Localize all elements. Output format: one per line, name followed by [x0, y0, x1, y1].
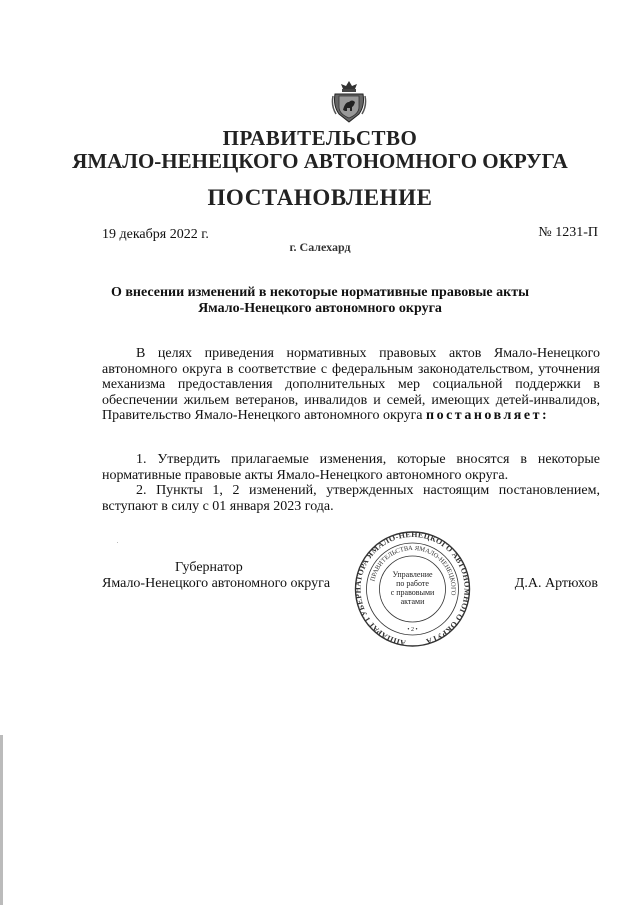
scan-edge-shadow	[0, 735, 3, 905]
signatory-organization: Ямало-Ненецкого автономного округа	[102, 576, 331, 591]
government-title: ПРАВИТЕЛЬСТВО	[222, 126, 418, 150]
signatory-title: Губернатор	[175, 560, 243, 575]
subject-line-1: О внесении изменений в некоторые нормативные правовые акты	[110, 285, 530, 300]
region-title: ЯМАЛО-НЕНЕЦКОГО АВТОНОМНОГО ОКРУГА	[72, 149, 568, 173]
stamp-inner-text: ПРАВИТЕЛЬСТВА ЯМАЛО-НЕНЕЦКОГО	[369, 544, 457, 596]
decides-word: постановляет:	[426, 408, 550, 423]
document-number: № 1231-П	[538, 225, 598, 240]
stamp-outer-text: АППАРАТ ГУБЕРНАТОРА ЯМАЛО-НЕНЕЦКОГО АВТОНОМНОГО ОКРУГА	[353, 530, 472, 648]
stamp-center-line-4: актами	[400, 597, 425, 606]
decree-item-2: 2. Пункты 1, 2 изменений, утвержденных настоящим постановлением, вступают в силу с 01 января 2023 года.	[102, 483, 600, 514]
stamp-number: • 2 •	[407, 627, 418, 633]
subject-line-2: Ямало-Ненецкого автономного округа	[198, 301, 442, 316]
preamble-text: В целях приведения нормативных правовых актов Ямало-Ненецкого автономного округа в соответствие с федеральным законодательством, уточнения механизма предоставления дополнительных мер социальной поддержки в обеспечении жильем ветеранов, инвалидов и семей, имеющих детей-инвалидов, Правительство Ямало-Ненецкого автономного округа	[102, 346, 600, 423]
document-subject	[110, 285, 530, 317]
signatory-name: Д.А. Артюхов	[514, 576, 598, 591]
coat-of-arms-icon	[331, 80, 367, 124]
stamp-center-line-1: Управление	[392, 570, 433, 579]
stamp-center-line-2: по работе	[396, 579, 429, 588]
document-type: ПОСТАНОВЛЕНИЕ	[207, 185, 433, 210]
scan-speck	[117, 542, 118, 543]
preamble-block	[102, 346, 600, 424]
document-date: 19 декабря 2022 г.	[102, 227, 209, 242]
decree-items	[102, 452, 600, 514]
document-city: г. Салехард	[289, 240, 351, 254]
decree-item-1: 1. Утвердить прилагаемые изменения, которые вносятся в некоторые нормативные правовые акты Ямало-Ненецкого автономного округа.	[102, 452, 600, 483]
official-stamp	[340, 530, 485, 648]
stamp-center-line-3: с правовыми	[390, 588, 435, 597]
